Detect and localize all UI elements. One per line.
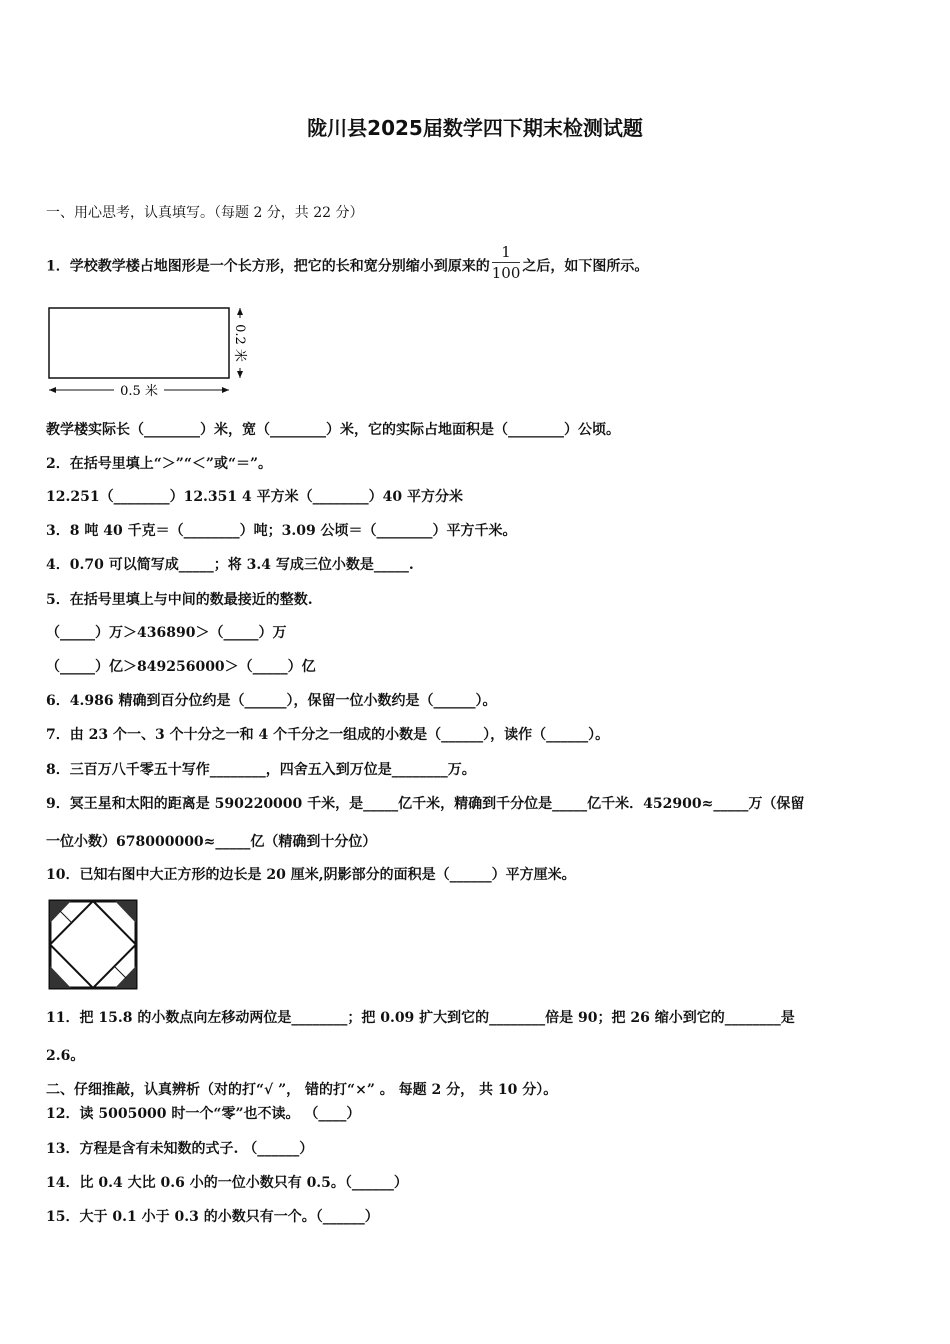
question-11-line-2: 2.6。 xyxy=(46,1048,85,1064)
width-arrow-right-head xyxy=(222,387,229,393)
fraction-denominator: 100 xyxy=(491,264,521,282)
question-11-line-1: 11．把 15.8 的小数点向左移动两位是________；把 0.09 扩大到它的________倍是 90；把 26 缩小到它的________是 xyxy=(46,1010,795,1026)
fraction-numerator: 1 xyxy=(492,242,521,263)
corner-line-br xyxy=(115,967,126,978)
question-2: 2．在括号里填上“＞”“＜”或“＝”。 xyxy=(46,456,273,472)
square-figure xyxy=(46,897,140,992)
width-arrow-left-head xyxy=(49,387,56,393)
question-1-text-after: 之后，如下图所示。 xyxy=(522,258,649,275)
question-10: 10．已知右图中大正方形的边长是 20 厘米,阴影部分的面积是（______）平方厘米。 xyxy=(46,867,576,883)
question-13: 13．方程是含有未知数的式子. （______） xyxy=(46,1141,314,1157)
question-1 xyxy=(46,243,649,287)
section-2-heading: 二、仔细推敲，认真辨析（对的打“√ ”， 错的打“×” 。 每题 2 分， 共 10 分）。 xyxy=(46,1082,558,1098)
building-rectangle xyxy=(49,308,229,378)
question-5-b: （_____）亿＞849256000＞（_____）亿 xyxy=(46,659,316,675)
rectangle-figure xyxy=(44,302,264,406)
question-12: 12．读 5005000 时一个“零”也不读。 （____） xyxy=(46,1106,361,1122)
question-2-items: 12.251（________）12.351 4 平方米（________）40 平方分米 xyxy=(46,489,464,505)
question-5-a: （_____）万＞436890＞（_____）万 xyxy=(46,625,287,641)
question-1-text-before: 1．学校教学楼占地图形是一个长方形，把它的长和宽分别缩小到原来的 xyxy=(46,258,490,275)
question-1-answer: 教学楼实际长（________）米，宽（________）米，它的实际占地面积是（________）公顷。 xyxy=(46,422,620,438)
section-1-heading: 一、用心思考，认真填写。（每题 2 分，共 22 分） xyxy=(46,205,364,221)
question-9-line-1: 9．冥王星和太阳的距离是 590220000 千米，是_____亿千米，精确到千分位是_____亿千米．452900≈_____万（保留 xyxy=(46,796,805,812)
question-3: 3．8 吨 40 千克＝（________）吨；3.09 公顷＝（________）平方千米。 xyxy=(46,523,517,539)
width-label: 0.5 米 xyxy=(120,384,158,399)
page-title: 陇川县2025届数学四下期末检测试题 xyxy=(307,116,643,140)
question-9-line-2: 一位小数）678000000≈_____亿（精确到十分位） xyxy=(46,834,377,850)
shaded-corner-tr xyxy=(115,901,136,923)
question-4: 4．0.70 可以简写成_____；将 3.4 写成三位小数是_____. xyxy=(46,557,414,573)
height-arrow-bottom-head xyxy=(237,371,243,378)
corner-line-tl xyxy=(60,911,71,922)
question-6: 6．4.986 精确到百分位约是（______），保留一位小数约是（______）。 xyxy=(46,693,497,709)
fraction-one-hundredth xyxy=(492,242,521,283)
height-arrow-top-head xyxy=(237,308,243,315)
question-15: 15．大于 0.1 小于 0.3 的小数只有一个。（______） xyxy=(46,1209,379,1225)
question-5: 5．在括号里填上与中间的数最接近的整数. xyxy=(46,592,313,608)
shaded-corner-bl xyxy=(50,966,71,988)
height-label: 0.2 米 xyxy=(232,324,247,362)
question-7: 7．由 23 个一、3 个十分之一和 4 个千分之一组成的小数是（______），读作（______）。 xyxy=(46,727,610,743)
question-14: 14．比 0.4 大比 0.6 小的一位小数只有 0.5。（______） xyxy=(46,1175,408,1191)
question-8: 8．三百万八千零五十写作________，四舍五入到万位是________万。 xyxy=(46,762,476,778)
